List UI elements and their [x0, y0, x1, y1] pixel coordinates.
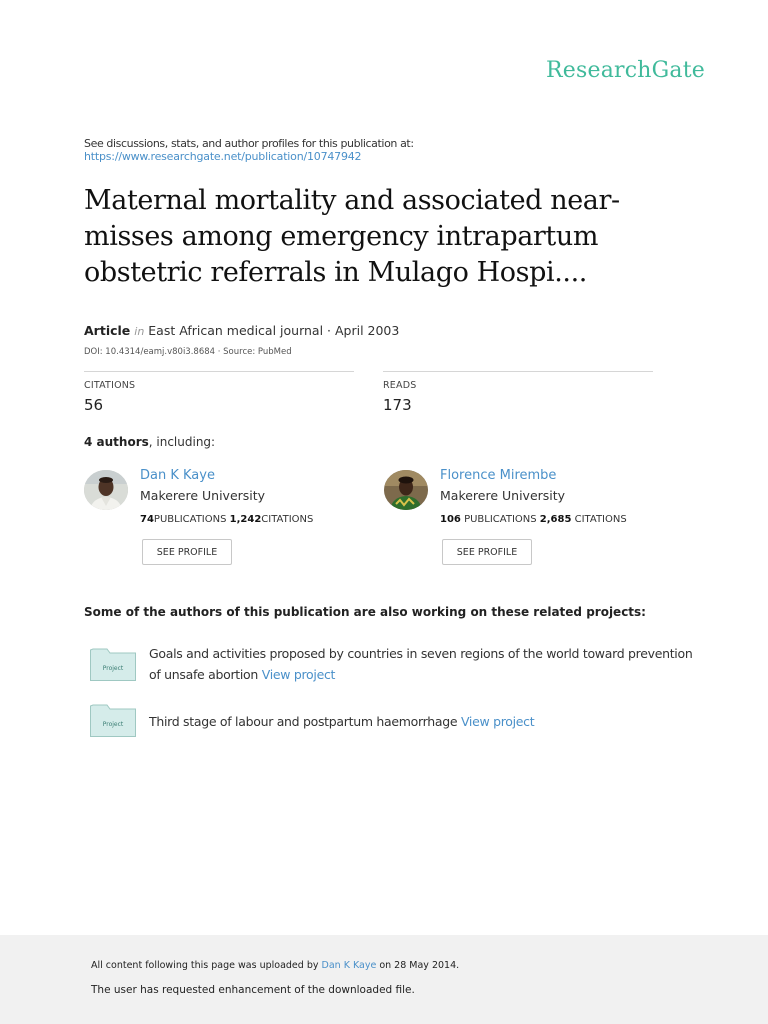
author-name-link[interactable]: Florence Mirembe [440, 468, 557, 483]
project-description [149, 711, 699, 732]
author-avatar[interactable] [84, 470, 128, 510]
author-photo-icon [384, 470, 428, 510]
folder-label: Project [102, 665, 124, 672]
in-word: in [134, 325, 145, 338]
author-name-link[interactable]: Dan K Kaye [140, 468, 215, 483]
citations-label: CITATIONS [84, 380, 136, 391]
folder-icon[interactable] [90, 703, 136, 737]
view-project-link[interactable]: View project [460, 714, 535, 729]
authors-summary [84, 435, 215, 449]
reads-stat [383, 371, 653, 414]
author-stats [140, 514, 313, 525]
publication-url-link[interactable]: https://www.researchgate.net/publication/10747942 [84, 150, 362, 163]
author-stats [440, 514, 627, 525]
meta-separator: · [323, 323, 335, 338]
author-institution: Makerere University [440, 488, 566, 503]
article-meta [84, 323, 399, 338]
citations-count: 1,242 [229, 514, 262, 525]
authors-count: 4 authors [84, 435, 149, 449]
related-projects-heading: Some of the authors of this publication are also working on these related projects: [84, 605, 646, 619]
reads-label: READS [383, 380, 417, 391]
researchgate-logo[interactable]: ResearchGate [546, 58, 705, 83]
view-project-link[interactable]: View project [261, 667, 336, 682]
discussions-note: See discussions, stats, and author profiles for this publication at: [84, 137, 414, 150]
publications-count: 106 [440, 514, 461, 525]
upload-prefix: All content following this page was uploaded by [91, 960, 319, 971]
project-description [149, 643, 699, 685]
project-title: Goals and activities proposed by countries in seven regions of the world toward prevention of unsafe abortion [149, 646, 693, 682]
author-institution: Makerere University [140, 488, 266, 503]
project-title: Third stage of labour and postpartum haemorrhage [149, 714, 458, 729]
author-avatar[interactable] [384, 470, 428, 510]
doi-source: DOI: 10.4314/eamj.v80i3.8684 · Source: PubMed [84, 347, 292, 357]
publication-date: April 2003 [334, 323, 400, 338]
download-footer [0, 935, 768, 1024]
see-profile-button[interactable]: SEE PROFILE [442, 539, 532, 565]
authors-suffix: , including: [148, 435, 216, 449]
journal-name: East African medical journal [148, 323, 324, 338]
author-photo-icon [84, 470, 128, 510]
upload-note [91, 960, 459, 971]
author-card-florence-mirembe [384, 468, 684, 568]
citations-stat [84, 371, 354, 414]
folder-icon[interactable] [90, 647, 136, 681]
publications-count: 74 [140, 514, 154, 525]
citations-label: CITATIONS [261, 514, 314, 525]
article-type: Article [84, 323, 131, 338]
publication-title: Maternal mortality and associated near-misses among emergency intrapartum obstetric referrals in Mulago Hospi.... [84, 185, 620, 288]
publications-label: PUBLICATIONS [464, 514, 537, 525]
citations-value: 56 [84, 396, 104, 414]
citations-count: 2,685 [539, 514, 572, 525]
upload-date: on 28 May 2014. [379, 960, 460, 971]
see-profile-button[interactable]: SEE PROFILE [142, 539, 232, 565]
uploader-link[interactable]: Dan K Kaye [321, 960, 377, 971]
reads-value: 173 [383, 396, 412, 414]
folder-label: Project [102, 721, 124, 728]
author-card-dan-k-kaye [84, 468, 384, 568]
enhancement-note: The user has requested enhancement of the downloaded file. [91, 984, 415, 996]
citations-label: CITATIONS [574, 514, 627, 525]
publications-label: PUBLICATIONS [153, 514, 227, 525]
